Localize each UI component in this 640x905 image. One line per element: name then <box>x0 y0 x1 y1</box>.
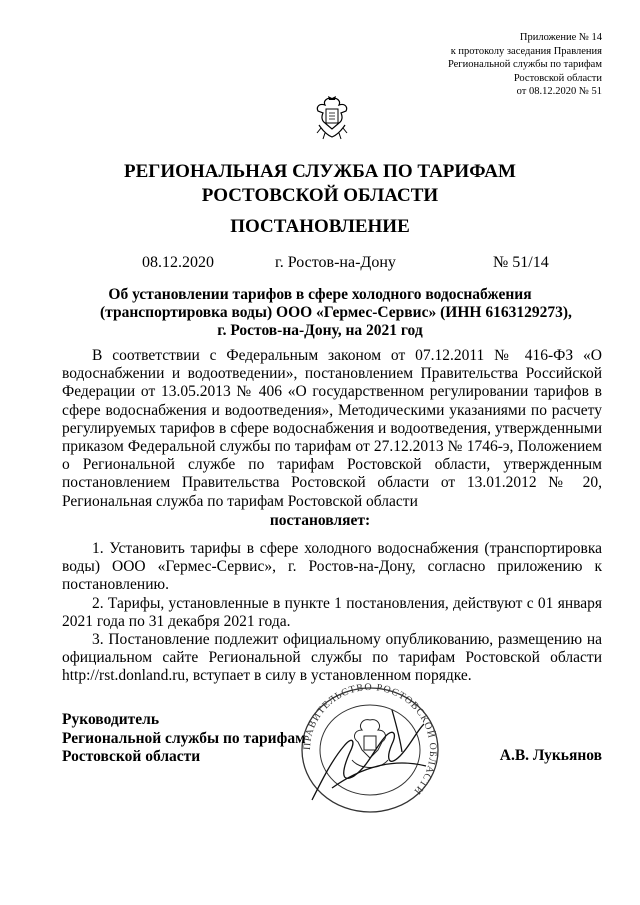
signer-title-line: Руководитель <box>62 711 160 728</box>
appendix-line: Региональной службы по тарифам <box>447 59 602 70</box>
coat-of-arms-icon <box>313 95 351 141</box>
subject-line: (транспортировка воды) ООО «Гермес-Сервис» (ИНН 6163129273), <box>100 304 572 321</box>
official-seal-icon <box>292 680 448 820</box>
appendix-line: Приложение № 14 <box>519 32 602 43</box>
appendix-note <box>448 31 602 99</box>
subject-line: Об установлении тарифов в сфере холодного водоснабжения <box>108 286 532 303</box>
seal-emblem <box>352 720 388 768</box>
decree-items <box>62 540 602 686</box>
seal-ring-text: ПРАВИТЕЛЬСТВО РОСТОВСКОЙ ОБЛАСТИ <box>301 681 439 797</box>
appendix-line: к протоколу заседания Правления <box>450 45 602 57</box>
agency-title-line: РЕГИОНАЛЬНАЯ СЛУЖБА ПО ТАРИФАМ <box>124 161 516 182</box>
signer-title-line: Региональной службы по тарифам <box>62 729 306 747</box>
document-date: 08.12.2020 <box>142 254 214 271</box>
decree-item: 3. Постановление подлежит официальному опубликованию, размещению на официальном сайте Региональной службы по тарифам Ростовской области http://rst.donland.ru, вступает в силу в установленном порядке. <box>62 631 602 685</box>
appendix-line: Ростовской области <box>513 72 602 84</box>
decree-item: 1. Установить тарифы в сфере холодного водоснабжения (транспортировка воды) ООО «Гермес-Сервис», г. Ростов-на-Дону, согласно приложению к постановлению. <box>62 540 602 594</box>
document-city: г. Ростов-на-Дону <box>275 254 396 271</box>
preamble-paragraph: В соответствии с Федеральным законом от 07.12.2011 № 416-ФЗ «О водоснабжении и водоотведении», постановлением Правительства Российской Федерации от 13.05.2013 № 406 «О государственном регулировании тарифов в сфере водоснабжения и водоотведения», Методическими указаниями по расчету регулируемых тарифов в сфере водоснабжения и водоотведения, утвержденными приказом Федеральной службы по тарифам от 27.12.2013 № 1746-э, Положением о Региональной службе по тарифам Ростовской области, утвержденным постановлением Правительства Ростовской области от 13.01.2012 № 20, Региональная служба по тарифам Ростовской области <box>62 347 602 510</box>
appendix-line: от 08.12.2020 № 51 <box>516 86 602 97</box>
signer-name: А.В. Лукьянов <box>499 747 602 764</box>
decree-word: постановляет: <box>269 512 371 529</box>
subject-line: г. Ростов-на-Дону, на 2021 год <box>217 322 423 339</box>
agency-title <box>0 160 640 208</box>
decree-item: 2. Тарифы, установленные в пункте 1 постановления, действуют с 01 января 2021 года по 31 декабря 2021 года. <box>62 594 602 630</box>
agency-title-line: РОСТОВСКОЙ ОБЛАСТИ <box>201 185 439 206</box>
document-type: ПОСТАНОВЛЕНИЕ <box>230 216 410 237</box>
document-subject <box>100 286 572 340</box>
signer-title <box>62 711 306 767</box>
document-number: № 51/14 <box>493 254 549 271</box>
signer-title-line: Ростовской области <box>62 748 201 765</box>
